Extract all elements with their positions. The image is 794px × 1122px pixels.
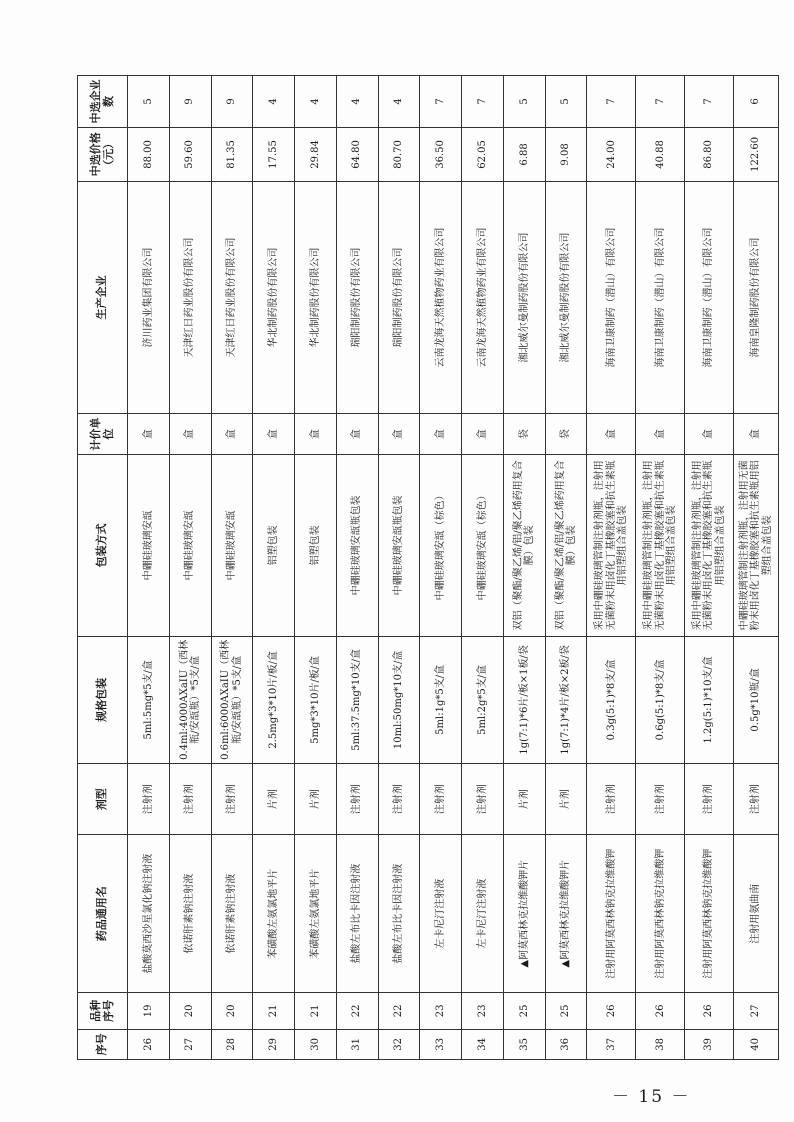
cell-variety-seq: 21 xyxy=(253,993,295,1030)
cell-price: 17.55 xyxy=(253,127,295,181)
cell-seq: 31 xyxy=(336,1029,378,1059)
header-variety-seq: 品种序号 xyxy=(78,993,128,1030)
cell-packaging: 中硼硅玻璃安瓿（棕色） xyxy=(462,455,504,636)
cell-drug-name: 左卡尼汀注射液 xyxy=(462,835,504,993)
cell-dosage-form: 片剂 xyxy=(503,764,545,835)
cell-spec: 0.4ml:4000AXaIU（西林瓶/安瓿瓶）*5支/盒 xyxy=(169,636,211,763)
cell-unit: 袋 xyxy=(503,414,545,455)
cell-unit: 盒 xyxy=(462,414,504,455)
table-header-row xyxy=(78,76,128,1060)
cell-company-count: 6 xyxy=(734,76,779,128)
cell-dosage-form: 注射剂 xyxy=(636,764,685,835)
cell-drug-name: 注射用阿莫西林钠克拉维酸钾 xyxy=(685,835,734,993)
cell-variety-seq: 25 xyxy=(503,993,545,1030)
cell-unit: 袋 xyxy=(545,414,587,455)
cell-drug-name: 注射用阿莫西林钠克拉维酸钾 xyxy=(587,835,636,993)
rotated-table-container xyxy=(77,75,779,1060)
cell-seq: 32 xyxy=(378,1029,420,1059)
cell-dosage-form: 注射剂 xyxy=(336,764,378,835)
table-row xyxy=(253,76,295,1060)
cell-seq: 36 xyxy=(545,1029,587,1059)
cell-dosage-form: 注射剂 xyxy=(169,764,211,835)
cell-manufacturer: 海南皇隆制药股份有限公司 xyxy=(734,181,779,413)
cell-seq: 28 xyxy=(211,1029,253,1059)
cell-spec: 5ml:5mg*5支/盒 xyxy=(128,636,170,763)
cell-dosage-form: 注射剂 xyxy=(734,764,779,835)
cell-packaging: 中硼硅玻璃安瓿瓶包装 xyxy=(336,455,378,636)
cell-dosage-form: 注射剂 xyxy=(128,764,170,835)
cell-manufacturer: 云南龙海天然植物药业有限公司 xyxy=(420,181,462,413)
cell-manufacturer: 海南卫康制药（潜山）有限公司 xyxy=(685,181,734,413)
cell-drug-name: 苯磺酸左氨氯地平片 xyxy=(253,835,295,993)
table-row xyxy=(685,76,734,1060)
cell-manufacturer: 瑞阳制药股份有限公司 xyxy=(378,181,420,413)
header-manufacturer: 生产企业 xyxy=(78,181,128,413)
cell-packaging: 中硼硅玻璃安瓿（棕色） xyxy=(420,455,462,636)
cell-packaging: 中硼硅玻璃管制注射剂瓶，注射用无菌粉末用卤化丁基橡胶塞和抗生素瓶用铝塑组合盖包装 xyxy=(734,455,779,636)
cell-spec: 5ml:37.5mg*10支/盒 xyxy=(336,636,378,763)
cell-variety-seq: 23 xyxy=(420,993,462,1030)
cell-drug-name: 盐酸左布比卡因注射液 xyxy=(336,835,378,993)
cell-seq: 27 xyxy=(169,1029,211,1059)
cell-variety-seq: 20 xyxy=(169,993,211,1030)
cell-dosage-form: 注射剂 xyxy=(211,764,253,835)
page-number: － 15 － xyxy=(612,1087,691,1107)
cell-variety-seq: 26 xyxy=(685,993,734,1030)
cell-company-count: 4 xyxy=(295,76,337,128)
cell-unit: 盒 xyxy=(685,414,734,455)
table-row xyxy=(503,76,545,1060)
cell-price: 62.05 xyxy=(462,127,504,181)
cell-company-count: 4 xyxy=(378,76,420,128)
cell-spec: 1g(7:1)*6片/板×1板/袋 xyxy=(503,636,545,763)
cell-spec: 5ml:1g*5支/盒 xyxy=(420,636,462,763)
table-row xyxy=(295,76,337,1060)
cell-company-count: 9 xyxy=(169,76,211,128)
cell-manufacturer: 华北制药股份有限公司 xyxy=(295,181,337,413)
cell-drug-name: ▲阿莫西林克拉维酸钾片 xyxy=(545,835,587,993)
cell-company-count: 9 xyxy=(211,76,253,128)
cell-price: 81.35 xyxy=(211,127,253,181)
cell-drug-name: 注射用阿莫西林钠克拉维酸钾 xyxy=(636,835,685,993)
cell-unit: 盒 xyxy=(420,414,462,455)
cell-seq: 35 xyxy=(503,1029,545,1059)
table-row xyxy=(336,76,378,1060)
cell-price: 88.00 xyxy=(128,127,170,181)
cell-variety-seq: 23 xyxy=(462,993,504,1030)
cell-packaging: 中硼硅玻璃安瓿瓶包装 xyxy=(378,455,420,636)
cell-manufacturer: 海南卫康制药（潜山）有限公司 xyxy=(636,181,685,413)
cell-unit: 盒 xyxy=(636,414,685,455)
cell-price: 86.80 xyxy=(685,127,734,181)
cell-manufacturer: 海南卫康制药（潜山）有限公司 xyxy=(587,181,636,413)
cell-company-count: 4 xyxy=(336,76,378,128)
cell-packaging: 中硼硅玻璃安瓿 xyxy=(128,455,170,636)
cell-drug-name: 左卡尼汀注射液 xyxy=(420,835,462,993)
cell-dosage-form: 片剂 xyxy=(253,764,295,835)
table-row xyxy=(378,76,420,1060)
table-row xyxy=(462,76,504,1060)
cell-variety-seq: 22 xyxy=(336,993,378,1030)
cell-manufacturer: 华北制药股份有限公司 xyxy=(253,181,295,413)
cell-unit: 盒 xyxy=(211,414,253,455)
cell-company-count: 4 xyxy=(253,76,295,128)
cell-company-count: 5 xyxy=(503,76,545,128)
cell-variety-seq: 20 xyxy=(211,993,253,1030)
cell-unit: 盒 xyxy=(336,414,378,455)
cell-seq: 26 xyxy=(128,1029,170,1059)
cell-dosage-form: 注射剂 xyxy=(587,764,636,835)
cell-company-count: 5 xyxy=(128,76,170,128)
header-seq: 序号 xyxy=(78,1029,128,1059)
cell-dosage-form: 片剂 xyxy=(545,764,587,835)
table-row xyxy=(636,76,685,1060)
cell-variety-seq: 21 xyxy=(295,993,337,1030)
cell-spec: 0.6ml:6000AXaIU（西林瓶/安瓿瓶）*5支/盒 xyxy=(211,636,253,763)
cell-seq: 37 xyxy=(587,1029,636,1059)
header-drug-name: 药品通用名 xyxy=(78,835,128,993)
cell-price: 59.60 xyxy=(169,127,211,181)
header-packaging: 包装方式 xyxy=(78,455,128,636)
cell-spec: 2.5mg*3*10片/板/盒 xyxy=(253,636,295,763)
cell-drug-name: 盐酸莫西沙星氯化钠注射液 xyxy=(128,835,170,993)
cell-seq: 33 xyxy=(420,1029,462,1059)
cell-variety-seq: 26 xyxy=(636,993,685,1030)
header-price: 中选价格（元） xyxy=(78,127,128,181)
cell-company-count: 5 xyxy=(545,76,587,128)
cell-drug-name: 依诺肝素钠注射液 xyxy=(169,835,211,993)
table-row xyxy=(420,76,462,1060)
cell-packaging: 双铝（聚酯/聚乙烯/铝/聚乙烯药用复合膜）包装 xyxy=(503,455,545,636)
cell-price: 6.88 xyxy=(503,127,545,181)
cell-packaging: 采用中硼硅玻璃管制注射剂瓶，注射用无菌粉末用卤化丁基橡胶塞和抗生素瓶用铝塑组合盖包装 xyxy=(685,455,734,636)
header-dosage-form: 剂型 xyxy=(78,764,128,835)
cell-seq: 39 xyxy=(685,1029,734,1059)
cell-unit: 盒 xyxy=(587,414,636,455)
cell-company-count: 7 xyxy=(685,76,734,128)
cell-company-count: 7 xyxy=(462,76,504,128)
cell-unit: 盒 xyxy=(295,414,337,455)
header-unit: 计价单位 xyxy=(78,414,128,455)
cell-variety-seq: 22 xyxy=(378,993,420,1030)
cell-packaging: 铝塑包装 xyxy=(253,455,295,636)
cell-dosage-form: 注射剂 xyxy=(685,764,734,835)
cell-seq: 38 xyxy=(636,1029,685,1059)
cell-unit: 盒 xyxy=(253,414,295,455)
cell-price: 122.60 xyxy=(734,127,779,181)
cell-company-count: 7 xyxy=(420,76,462,128)
cell-price: 9.08 xyxy=(545,127,587,181)
cell-drug-name: ▲阿莫西林克拉维酸钾片 xyxy=(503,835,545,993)
cell-packaging: 铝塑包装 xyxy=(295,455,337,636)
cell-manufacturer: 济川药业集团有限公司 xyxy=(128,181,170,413)
cell-spec: 0.5g*10瓶/盒 xyxy=(734,636,779,763)
cell-price: 24.00 xyxy=(587,127,636,181)
cell-variety-seq: 27 xyxy=(734,993,779,1030)
cell-dosage-form: 注射剂 xyxy=(462,764,504,835)
cell-price: 40.88 xyxy=(636,127,685,181)
table-row xyxy=(169,76,211,1060)
table-row xyxy=(734,76,779,1060)
table-row xyxy=(128,76,170,1060)
cell-unit: 盒 xyxy=(378,414,420,455)
cell-spec: 10ml:50mg*10支/盒 xyxy=(378,636,420,763)
table-body xyxy=(128,76,779,1060)
cell-packaging: 采用中硼硅玻璃管制注射剂瓶，注射用无菌粉末用卤化丁基橡胶塞和抗生素瓶用铝塑组合盖包装 xyxy=(636,455,685,636)
cell-seq: 30 xyxy=(295,1029,337,1059)
drug-procurement-table xyxy=(77,75,779,1060)
cell-manufacturer: 瑞阳制药股份有限公司 xyxy=(336,181,378,413)
cell-price: 64.80 xyxy=(336,127,378,181)
cell-dosage-form: 注射剂 xyxy=(378,764,420,835)
cell-manufacturer: 湘北威尔曼制药股份有限公司 xyxy=(503,181,545,413)
cell-packaging: 采用中硼硅玻璃管制注射剂瓶，注射用无菌粉末用卤化丁基橡胶塞和抗生素瓶用铝塑组合盖包装 xyxy=(587,455,636,636)
header-spec: 规格包装 xyxy=(78,636,128,763)
cell-price: 29.84 xyxy=(295,127,337,181)
cell-drug-name: 注射用氨曲南 xyxy=(734,835,779,993)
cell-price: 36.50 xyxy=(420,127,462,181)
cell-spec: 0.3g(5:1)*8支/盒 xyxy=(587,636,636,763)
cell-dosage-form: 注射剂 xyxy=(420,764,462,835)
cell-drug-name: 依诺肝素钠注射液 xyxy=(211,835,253,993)
cell-seq: 40 xyxy=(734,1029,779,1059)
cell-unit: 盒 xyxy=(128,414,170,455)
cell-dosage-form: 片剂 xyxy=(295,764,337,835)
cell-company-count: 7 xyxy=(587,76,636,128)
table-row xyxy=(211,76,253,1060)
header-company-count: 中选企业数 xyxy=(78,76,128,128)
cell-unit: 盒 xyxy=(734,414,779,455)
cell-spec: 5mg*3*10片/板/盒 xyxy=(295,636,337,763)
cell-manufacturer: 湘北威尔曼制药股份有限公司 xyxy=(545,181,587,413)
cell-spec: 1g(7:1)*4片/板×2板/袋 xyxy=(545,636,587,763)
cell-manufacturer: 天津红日药业股份有限公司 xyxy=(211,181,253,413)
cell-unit: 盒 xyxy=(169,414,211,455)
table-row xyxy=(587,76,636,1060)
cell-spec: 1.2g(5:1)*10支/盒 xyxy=(685,636,734,763)
cell-company-count: 7 xyxy=(636,76,685,128)
cell-variety-seq: 25 xyxy=(545,993,587,1030)
cell-seq: 34 xyxy=(462,1029,504,1059)
cell-manufacturer: 云南龙海天然植物药业有限公司 xyxy=(462,181,504,413)
cell-manufacturer: 天津红日药业股份有限公司 xyxy=(169,181,211,413)
cell-packaging: 中硼硅玻璃安瓿 xyxy=(169,455,211,636)
cell-price: 80.70 xyxy=(378,127,420,181)
cell-drug-name: 盐酸左布比卡因注射液 xyxy=(378,835,420,993)
table-row xyxy=(545,76,587,1060)
cell-packaging: 双铝（聚酯/聚乙烯/铝/聚乙烯药用复合膜）包装 xyxy=(545,455,587,636)
cell-seq: 29 xyxy=(253,1029,295,1059)
cell-drug-name: 苯磺酸左氨氯地平片 xyxy=(295,835,337,993)
cell-variety-seq: 19 xyxy=(128,993,170,1030)
cell-spec: 0.6g(5:1)*8支/盒 xyxy=(636,636,685,763)
cell-packaging: 中硼硅玻璃安瓿 xyxy=(211,455,253,636)
cell-spec: 5ml:2g*5支/盒 xyxy=(462,636,504,763)
cell-variety-seq: 26 xyxy=(587,993,636,1030)
